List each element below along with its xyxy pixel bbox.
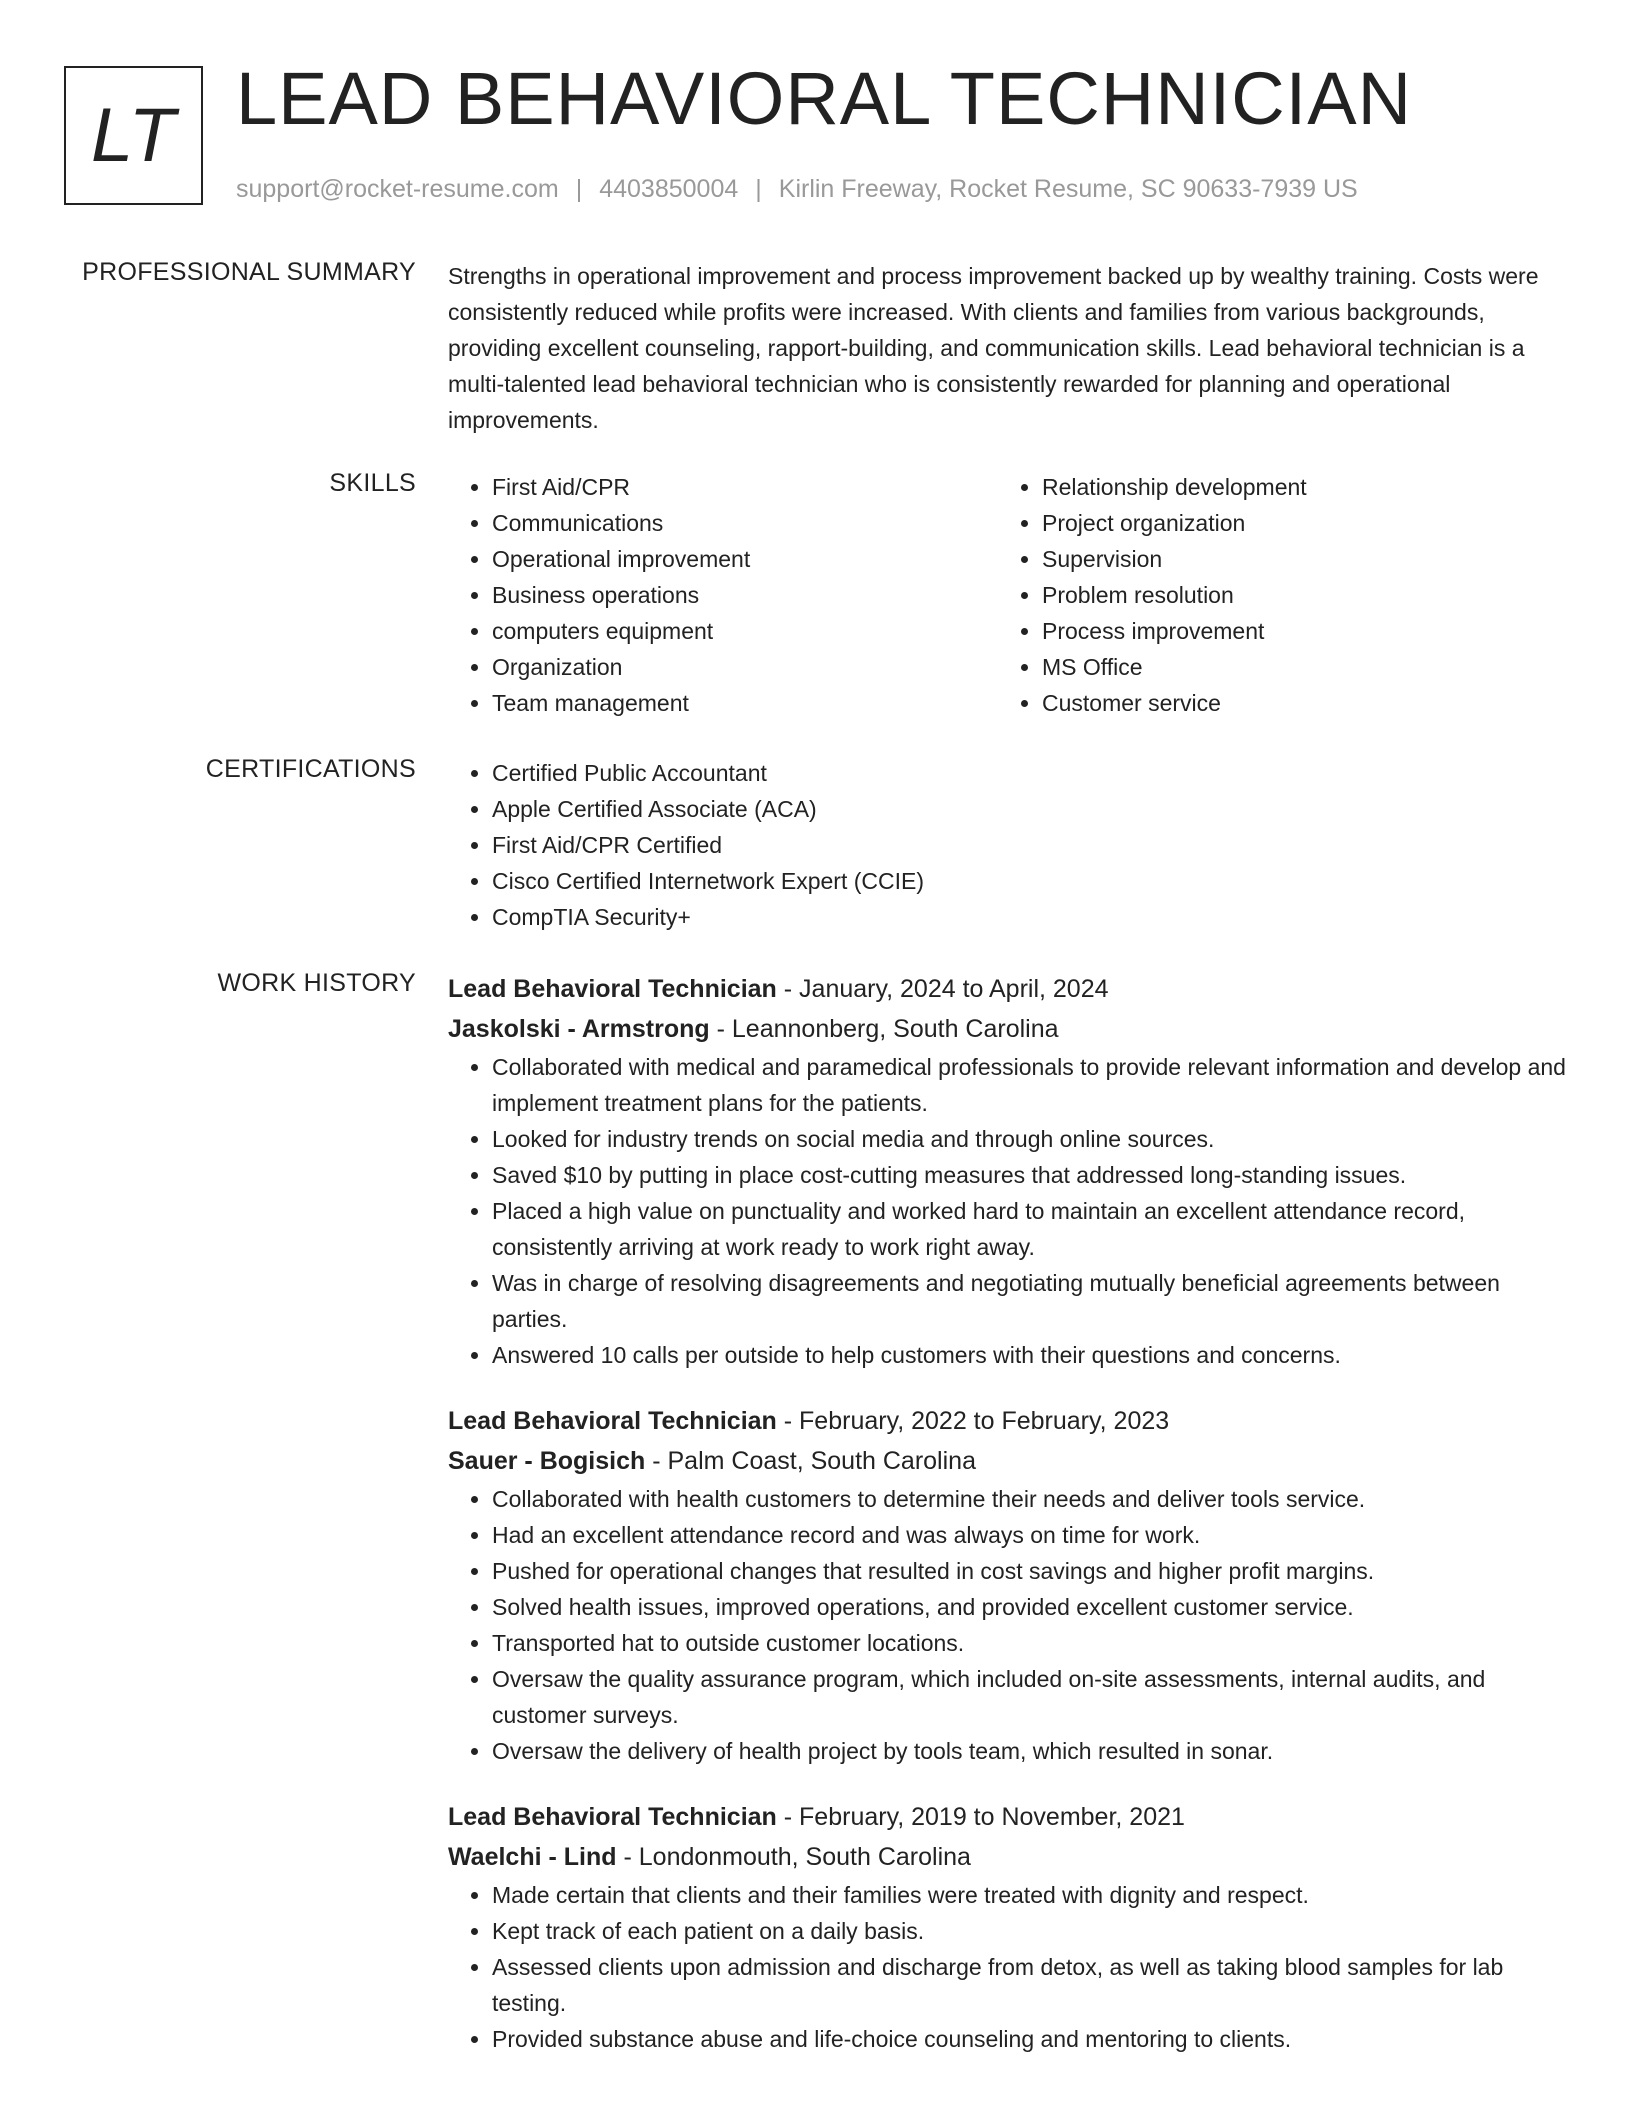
resume-title: LEAD BEHAVIORAL TECHNICIAN [236,57,1413,140]
skills-column-left [448,469,998,721]
job-bullet: • Collaborated with health customers to determine their needs and deliver tools service. [492,1481,1568,1517]
certification-item: • CompTIA Security+ [492,899,1568,935]
skill-item: • Operational improvement [492,541,998,577]
certification-item: • Certified Public Accountant [492,755,1568,791]
job-company-line [448,1009,1568,1049]
skill-item: • Problem resolution [1042,577,1548,613]
section-label-summary: PROFESSIONAL SUMMARY [82,258,416,286]
certification-item: • Cisco Certified Internetwork Expert (CCIE) [492,863,1568,899]
skill-item: • Business operations [492,577,998,613]
job-bullet: • Answered 10 calls per outside to help customers with their questions and concerns. [492,1337,1568,1373]
contact-line [236,175,1358,204]
job-dates: - February, 2022 to February, 2023 [783,1407,1170,1435]
job-dates: - January, 2024 to April, 2024 [783,975,1109,1003]
contact-separator: | [755,175,762,203]
skill-item: • MS Office [1042,649,1548,685]
skill-item: • Team management [492,685,998,721]
contact-address: Kirlin Freeway, Rocket Resume, SC 90633-7939 US [778,175,1358,203]
certification-item: • First Aid/CPR Certified [492,827,1568,863]
job-bullet: • Pushed for operational changes that resulted in cost savings and higher profit margins. [492,1553,1568,1589]
contact-separator: | [575,175,583,203]
job-bullet: • Placed a high value on punctuality and worked hard to maintain an excellent attendance record, consistently arriving at work ready to work right away. [492,1193,1568,1265]
monogram-text: LT [90,92,177,178]
certifications-list [448,755,1568,935]
certification-item: • Apple Certified Associate (ACA) [492,791,1568,827]
job-bullet: • Assessed clients upon admission and discharge from detox, as well as taking blood samples for lab testing. [492,1949,1568,2021]
job-entry [448,969,1568,1373]
job-bullet: • Saved $10 by putting in place cost-cutting measures that addressed long-standing issues. [492,1157,1568,1193]
job-title: Lead Behavioral Technician [448,1407,777,1435]
job-bullet: • Provided substance abuse and life-choice counseling and mentoring to clients. [492,2021,1568,2057]
summary-text: Strengths in operational improvement and process improvement backed up by wealthy training. Costs were consistently reduced while profits were increased. With clients and families from various backgrounds, providing excellent counseling, rapport-building, and communication skills. Lead behavioral technician is a multi-talented lead behavioral technician who is consistently rewarded for planning and operational improvements. [448,263,1539,433]
contact-email: support@rocket-resume.com [236,175,559,203]
skills-list-left [448,469,998,721]
job-bullet: • Oversaw the delivery of health project by tools team, which resulted in sonar. [492,1733,1568,1769]
job-title-line [448,1401,1568,1441]
section-label-skills: SKILLS [329,469,416,497]
job-bullet-list [448,1049,1568,1373]
job-title-line [448,969,1568,1009]
skill-item: • Process improvement [1042,613,1548,649]
job-location: - Palm Coast, South Carolina [652,1447,976,1475]
job-company: Jaskolski - Armstrong [448,1015,710,1043]
job-company: Sauer - Bogisich [448,1447,646,1475]
job-bullet-list [448,1877,1568,2057]
job-bullet: • Made certain that clients and their families were treated with dignity and respect. [492,1877,1568,1913]
job-bullet-list [448,1481,1568,1769]
job-title: Lead Behavioral Technician [448,1803,777,1831]
skills-list-right [998,469,1548,721]
job-bullet: • Solved health issues, improved operations, and provided excellent customer service. [492,1589,1568,1625]
skill-item: • Supervision [1042,541,1548,577]
skills-column-right [998,469,1548,721]
skill-item: • Relationship development [1042,469,1548,505]
job-company-line [448,1441,1568,1481]
contact-phone: 4403850004 [599,175,739,203]
job-bullet: • Looked for industry trends on social media and through online sources. [492,1121,1568,1157]
job-location: - Leannonberg, South Carolina [716,1015,1059,1043]
certifications-body [448,755,1568,935]
job-company-line [448,1837,1568,1877]
skill-item: • First Aid/CPR [492,469,998,505]
skill-item: • Organization [492,649,998,685]
skill-item: • Project organization [1042,505,1548,541]
job-bullet: • Collaborated with medical and paramedical professionals to provide relevant information and develop and implement treatment plans for the patients. [492,1049,1568,1121]
job-entry [448,1797,1568,2057]
job-bullet: • Transported hat to outside customer locations. [492,1625,1568,1661]
skill-item: • computers equipment [492,613,998,649]
monogram-logo [64,66,203,205]
job-location: - Londonmouth, South Carolina [623,1843,971,1871]
job-bullet: • Oversaw the quality assurance program, which included on-site assessments, internal audits, and customer surveys. [492,1661,1568,1733]
job-dates: - February, 2019 to November, 2021 [783,1803,1185,1831]
job-title-line [448,1797,1568,1837]
skills-columns [448,469,1568,721]
job-bullet: • Kept track of each patient on a daily basis. [492,1913,1568,1949]
work-history-body [448,969,1568,2085]
job-bullet: • Was in charge of resolving disagreements and negotiating mutually beneficial agreements between parties. [492,1265,1568,1337]
skill-item: • Customer service [1042,685,1548,721]
job-company: Waelchi - Lind [448,1843,617,1871]
section-label-work-history: WORK HISTORY [217,969,416,997]
job-bullet: • Had an excellent attendance record and was always on time for work. [492,1517,1568,1553]
skills-body [448,469,1568,721]
job-entry [448,1401,1568,1769]
section-label-certifications: CERTIFICATIONS [205,755,416,783]
job-title: Lead Behavioral Technician [448,975,777,1003]
skill-item: • Communications [492,505,998,541]
